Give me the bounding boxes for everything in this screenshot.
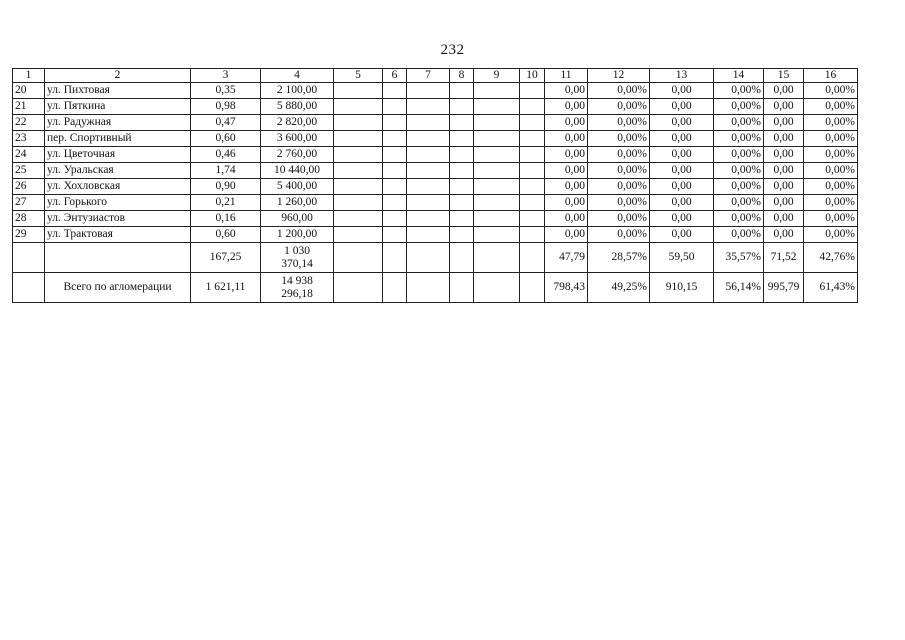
cell-col-11: 0,00 (545, 83, 588, 99)
cell-col-15: 0,00 (764, 211, 804, 227)
cell-col-5 (334, 115, 383, 131)
column-header-9: 9 (474, 69, 520, 83)
column-header-12: 12 (588, 69, 650, 83)
cell-col-3: 0,90 (191, 179, 261, 195)
cell-col-11: 0,00 (545, 195, 588, 211)
cell-col-16: 42,76% (804, 243, 858, 273)
street-name: пер. Спортивный (45, 131, 191, 147)
table-row (13, 195, 858, 211)
cell-col-9 (474, 179, 520, 195)
column-header-6: 6 (383, 69, 407, 83)
column-header-10: 10 (520, 69, 545, 83)
cell-col-7 (407, 115, 450, 131)
table-row (13, 131, 858, 147)
cell-col-15: 0,00 (764, 179, 804, 195)
cell-col-15: 0,00 (764, 115, 804, 131)
cell-col-13: 0,00 (650, 147, 714, 163)
street-name: ул. Уральская (45, 163, 191, 179)
cell-col-6 (383, 147, 407, 163)
cell-col-7 (407, 273, 450, 303)
cell-col-15: 0,00 (764, 147, 804, 163)
cell-col-3: 0,46 (191, 147, 261, 163)
cell-col-16: 61,43% (804, 273, 858, 303)
street-name: ул. Хохловская (45, 179, 191, 195)
cell-col-7 (407, 83, 450, 99)
cell-col-7 (407, 163, 450, 179)
cell-col-11: 0,00 (545, 115, 588, 131)
total-row (13, 273, 858, 303)
cell-col-14: 0,00% (714, 131, 764, 147)
cell-col-9 (474, 243, 520, 273)
cell-col-13: 59,50 (650, 243, 714, 273)
cell-col-14: 0,00% (714, 179, 764, 195)
cell-col-12: 0,00% (588, 131, 650, 147)
cell-col-8 (450, 179, 474, 195)
street-name: ул. Цветочная (45, 147, 191, 163)
cell-col-10 (520, 163, 545, 179)
cell-col-10 (520, 243, 545, 273)
cell-col-6 (383, 195, 407, 211)
total-label: Всего по агломерации (45, 273, 191, 303)
cell-col-7 (407, 131, 450, 147)
cell-col-9 (474, 195, 520, 211)
cell-col-4-line-2: 296,18 (281, 287, 313, 300)
cell-col-8 (450, 131, 474, 147)
column-header-4: 4 (261, 69, 334, 83)
cell-col-8 (450, 147, 474, 163)
cell-col-3: 1,74 (191, 163, 261, 179)
cell-col-8 (450, 115, 474, 131)
cell-col-3: 0,35 (191, 83, 261, 99)
column-header-8: 8 (450, 69, 474, 83)
column-header-16: 16 (804, 69, 858, 83)
cell-col-5 (334, 243, 383, 273)
street-name (45, 243, 191, 273)
cell-col-9 (474, 227, 520, 243)
cell-col-12: 0,00% (588, 163, 650, 179)
cell-col-3: 1 621,11 (191, 273, 261, 303)
cell-col-10 (520, 115, 545, 131)
data-table (12, 68, 858, 303)
cell-col-8 (450, 83, 474, 99)
cell-col-11: 0,00 (545, 99, 588, 115)
cell-col-11: 0,00 (545, 179, 588, 195)
cell-col-14: 56,14% (714, 273, 764, 303)
cell-col-16: 0,00% (804, 179, 858, 195)
cell-col-13: 0,00 (650, 83, 714, 99)
cell-col-7 (407, 243, 450, 273)
street-name: ул. Трактовая (45, 227, 191, 243)
row-number: 26 (13, 179, 45, 195)
cell-col-15: 71,52 (764, 243, 804, 273)
cell-col-14: 0,00% (714, 83, 764, 99)
column-header-13: 13 (650, 69, 714, 83)
cell-col-9 (474, 115, 520, 131)
cell-col-16: 0,00% (804, 147, 858, 163)
cell-col-10 (520, 147, 545, 163)
cell-col-14: 0,00% (714, 115, 764, 131)
cell-col-11: 47,79 (545, 243, 588, 273)
cell-col-5 (334, 273, 383, 303)
cell-col-13: 0,00 (650, 179, 714, 195)
cell-col-9 (474, 163, 520, 179)
header-row (13, 69, 858, 83)
column-header-7: 7 (407, 69, 450, 83)
table-row (13, 83, 858, 99)
table-row (13, 99, 858, 115)
cell-col-13: 0,00 (650, 163, 714, 179)
cell-col-10 (520, 179, 545, 195)
row-number: 23 (13, 131, 45, 147)
cell-col-6 (383, 273, 407, 303)
cell-col-6 (383, 243, 407, 273)
row-number: 24 (13, 147, 45, 163)
cell-col-14: 0,00% (714, 211, 764, 227)
cell-col-16: 0,00% (804, 211, 858, 227)
table-row (13, 147, 858, 163)
cell-col-10 (520, 99, 545, 115)
row-number (13, 273, 45, 303)
cell-col-7 (407, 99, 450, 115)
street-name: ул. Пяткина (45, 99, 191, 115)
cell-col-15: 0,00 (764, 99, 804, 115)
cell-col-15: 995,79 (764, 273, 804, 303)
street-name: ул. Горького (45, 195, 191, 211)
cell-col-4-line-1: 14 938 (281, 275, 313, 288)
cell-col-10 (520, 195, 545, 211)
street-name: ул. Энтузиастов (45, 211, 191, 227)
cell-col-16: 0,00% (804, 195, 858, 211)
cell-col-5 (334, 147, 383, 163)
cell-col-12: 28,57% (588, 243, 650, 273)
cell-col-9 (474, 211, 520, 227)
cell-col-15: 0,00 (764, 83, 804, 99)
cell-col-7 (407, 211, 450, 227)
cell-col-16: 0,00% (804, 83, 858, 99)
column-header-1: 1 (13, 69, 45, 83)
cell-col-14: 0,00% (714, 163, 764, 179)
cell-col-6 (383, 115, 407, 131)
cell-col-6 (383, 211, 407, 227)
cell-col-8 (450, 211, 474, 227)
cell-col-5 (334, 163, 383, 179)
cell-col-7 (407, 147, 450, 163)
cell-col-13: 0,00 (650, 115, 714, 131)
cell-col-13: 0,00 (650, 211, 714, 227)
cell-col-4-line-1: 1 030 (284, 245, 310, 258)
street-name: ул. Радужная (45, 115, 191, 131)
cell-col-5 (334, 179, 383, 195)
cell-col-6 (383, 83, 407, 99)
cell-col-6 (383, 99, 407, 115)
street-name: ул. Пихтовая (45, 83, 191, 99)
cell-col-14: 35,57% (714, 243, 764, 273)
cell-col-11: 798,43 (545, 273, 588, 303)
cell-col-11: 0,00 (545, 163, 588, 179)
cell-col-13: 0,00 (650, 131, 714, 147)
cell-col-12: 0,00% (588, 115, 650, 131)
cell-col-10 (520, 273, 545, 303)
cell-col-4 (261, 273, 334, 303)
cell-col-5 (334, 195, 383, 211)
row-number: 22 (13, 115, 45, 131)
cell-col-12: 0,00% (588, 99, 650, 115)
cell-col-5 (334, 131, 383, 147)
cell-col-4: 1 200,00 (261, 227, 334, 243)
cell-col-5 (334, 211, 383, 227)
cell-col-4: 2 100,00 (261, 83, 334, 99)
cell-col-16: 0,00% (804, 163, 858, 179)
cell-col-12: 0,00% (588, 227, 650, 243)
cell-col-6 (383, 163, 407, 179)
cell-col-14: 0,00% (714, 99, 764, 115)
table-row (13, 163, 858, 179)
cell-col-11: 0,00 (545, 147, 588, 163)
cell-col-3: 0,60 (191, 131, 261, 147)
column-header-15: 15 (764, 69, 804, 83)
cell-col-5 (334, 83, 383, 99)
cell-col-16: 0,00% (804, 227, 858, 243)
cell-col-9 (474, 83, 520, 99)
cell-col-4: 5 880,00 (261, 99, 334, 115)
cell-col-8 (450, 99, 474, 115)
cell-col-11: 0,00 (545, 131, 588, 147)
table-row (13, 227, 858, 243)
row-number: 29 (13, 227, 45, 243)
cell-col-13: 910,15 (650, 273, 714, 303)
row-number: 27 (13, 195, 45, 211)
row-number: 25 (13, 163, 45, 179)
column-header-14: 14 (714, 69, 764, 83)
cell-col-10 (520, 83, 545, 99)
cell-col-16: 0,00% (804, 115, 858, 131)
cell-col-14: 0,00% (714, 195, 764, 211)
cell-col-13: 0,00 (650, 195, 714, 211)
cell-col-16: 0,00% (804, 99, 858, 115)
row-number (13, 243, 45, 273)
cell-col-12: 0,00% (588, 147, 650, 163)
cell-col-9 (474, 273, 520, 303)
cell-col-12: 49,25% (588, 273, 650, 303)
cell-col-4: 2 760,00 (261, 147, 334, 163)
cell-col-14: 0,00% (714, 147, 764, 163)
cell-col-6 (383, 179, 407, 195)
cell-col-4: 1 260,00 (261, 195, 334, 211)
cell-col-6 (383, 227, 407, 243)
page-number: 232 (440, 42, 465, 58)
cell-col-9 (474, 147, 520, 163)
cell-col-5 (334, 227, 383, 243)
cell-col-7 (407, 227, 450, 243)
row-number: 28 (13, 211, 45, 227)
cell-col-12: 0,00% (588, 83, 650, 99)
cell-col-11: 0,00 (545, 211, 588, 227)
column-header-2: 2 (45, 69, 191, 83)
column-header-5: 5 (334, 69, 383, 83)
cell-col-3: 0,47 (191, 115, 261, 131)
row-number: 20 (13, 83, 45, 99)
row-number: 21 (13, 99, 45, 115)
table-row (13, 115, 858, 131)
cell-col-4: 10 440,00 (261, 163, 334, 179)
cell-col-10 (520, 227, 545, 243)
cell-col-4: 2 820,00 (261, 115, 334, 131)
table-row (13, 211, 858, 227)
column-header-3: 3 (191, 69, 261, 83)
cell-col-6 (383, 131, 407, 147)
cell-col-13: 0,00 (650, 227, 714, 243)
cell-col-8 (450, 195, 474, 211)
column-header-11: 11 (545, 69, 588, 83)
cell-col-8 (450, 243, 474, 273)
cell-col-7 (407, 195, 450, 211)
cell-col-3: 0,98 (191, 99, 261, 115)
cell-col-10 (520, 131, 545, 147)
cell-col-12: 0,00% (588, 195, 650, 211)
cell-col-15: 0,00 (764, 163, 804, 179)
cell-col-12: 0,00% (588, 211, 650, 227)
cell-col-15: 0,00 (764, 131, 804, 147)
cell-col-10 (520, 211, 545, 227)
cell-col-4: 5 400,00 (261, 179, 334, 195)
cell-col-3: 0,21 (191, 195, 261, 211)
cell-col-9 (474, 131, 520, 147)
cell-col-15: 0,00 (764, 227, 804, 243)
cell-col-4-line-2: 370,14 (281, 257, 313, 270)
subtotal-row (13, 243, 858, 273)
cell-col-13: 0,00 (650, 99, 714, 115)
cell-col-3: 0,16 (191, 211, 261, 227)
cell-col-8 (450, 273, 474, 303)
cell-col-9 (474, 99, 520, 115)
cell-col-4 (261, 243, 334, 273)
cell-col-5 (334, 99, 383, 115)
cell-col-3: 167,25 (191, 243, 261, 273)
cell-col-16: 0,00% (804, 131, 858, 147)
cell-col-3: 0,60 (191, 227, 261, 243)
cell-col-15: 0,00 (764, 195, 804, 211)
cell-col-8 (450, 227, 474, 243)
cell-col-14: 0,00% (714, 227, 764, 243)
cell-col-8 (450, 163, 474, 179)
table-row (13, 179, 858, 195)
cell-col-4: 3 600,00 (261, 131, 334, 147)
cell-col-11: 0,00 (545, 227, 588, 243)
cell-col-4: 960,00 (261, 211, 334, 227)
cell-col-12: 0,00% (588, 179, 650, 195)
cell-col-7 (407, 179, 450, 195)
